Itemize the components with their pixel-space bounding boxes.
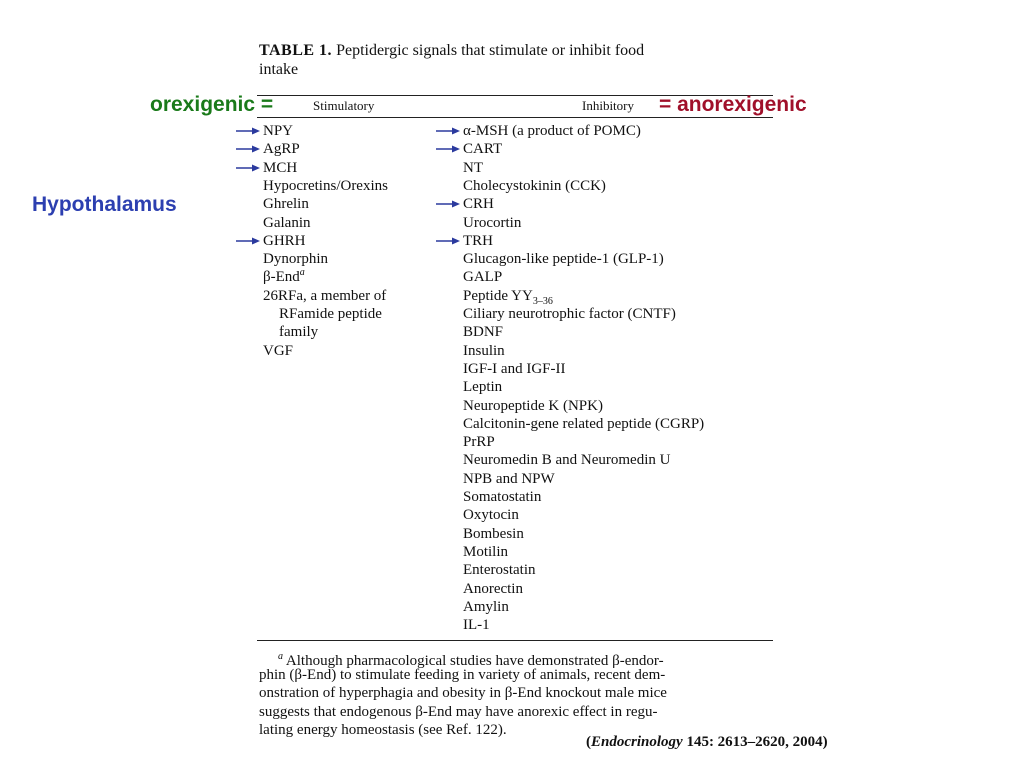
inhibitory-entry: [463, 214, 521, 232]
inhibitory-entry-text: Anorectin: [463, 580, 523, 597]
inhibitory-entry: [463, 525, 524, 543]
stimulatory-entry: [263, 232, 306, 250]
stimulatory-entry-text: NPY: [263, 123, 294, 139]
orexigenic-label: orexigenic =: [150, 93, 274, 116]
stimulatory-entry: [263, 268, 305, 286]
stimulatory-entry: [263, 122, 293, 140]
inhibitory-entry: [463, 470, 555, 488]
inhibitory-entry: [463, 268, 502, 286]
footnote-line: [259, 721, 507, 739]
stimulatory-entry: [263, 287, 386, 305]
inhibitory-entry-text: IL-1: [463, 617, 490, 634]
arrow-icon: [236, 237, 260, 245]
citation-details: 145: 2613–2620, 2004): [682, 734, 828, 750]
inhibitory-entry: [463, 616, 490, 634]
column-header-inhibitory: Inhibitory: [582, 98, 634, 113]
inhibitory-entry-text: NT: [463, 159, 483, 176]
inhibitory-entry: [463, 561, 535, 579]
inhibitory-entry-text: Oxytocin: [463, 507, 519, 524]
stimulatory-entry-text: β-End: [263, 269, 300, 286]
inhibitory-entry: [463, 140, 502, 158]
inhibitory-entry-text: Somatostatin: [463, 489, 542, 505]
inhibitory-entry: [463, 397, 603, 415]
table-label: TABLE 1.: [259, 42, 333, 59]
table-caption-line2: intake: [259, 61, 299, 78]
inhibitory-entry: [463, 598, 509, 616]
inhibitory-entry: [463, 195, 494, 213]
arrow-icon: [236, 145, 260, 153]
inhibitory-entry-text: PrRP: [463, 434, 495, 451]
inhibitory-entry-text: Neuromedin B and Neuromedin U: [463, 452, 671, 469]
inhibitory-entry-text: Insulin: [463, 342, 505, 359]
inhibitory-entry-text: CRH: [463, 196, 494, 213]
footnote-line: [259, 666, 665, 684]
anorexigenic-label: = anorexigenic: [659, 93, 807, 116]
inhibitory-entry-text: Enterostatin: [463, 562, 536, 579]
table-title: [259, 41, 644, 61]
bottom-rule: [257, 640, 773, 641]
inhibitory-entry-text: Peptide YY: [463, 287, 533, 304]
citation: [586, 733, 828, 751]
inhibitory-entry-text: GALP: [463, 269, 503, 286]
stimulatory-entry-superscript: a: [299, 267, 305, 279]
stimulatory-entry: [263, 195, 309, 213]
stimulatory-entry: [263, 140, 300, 158]
inhibitory-entry-text: Calcitonin-gene related peptide (CGRP): [463, 415, 705, 432]
stimulatory-entry-text: GHRH: [263, 232, 306, 249]
table-caption-line1: Peptidergic signals that stimulate or inhibit food: [336, 42, 645, 59]
inhibitory-entry-text: Cholecystokinin (CCK): [463, 177, 606, 194]
inhibitory-entry: [463, 451, 670, 469]
stimulatory-entry: [263, 177, 388, 195]
inhibitory-entry: [463, 415, 704, 433]
inhibitory-entry: [463, 159, 483, 177]
inhibitory-entry: [463, 232, 493, 250]
stimulatory-entry: [263, 342, 293, 360]
inhibitory-entry: [463, 287, 553, 305]
footnote-line-text: lating energy homeostasis (see Ref. 122).: [259, 721, 507, 738]
inhibitory-entry-subscript: 3–36: [532, 295, 553, 307]
stimulatory-entry-text: RFamide peptide: [279, 306, 382, 322]
inhibitory-entry: [463, 342, 505, 360]
stimulatory-entry-text: MCH: [263, 159, 298, 176]
arrow-icon: [436, 127, 460, 135]
stimulatory-entry-text: Dynorphin: [263, 251, 328, 268]
inhibitory-entry: [463, 177, 606, 195]
inhibitory-entry: [463, 378, 502, 396]
inhibitory-entry: [463, 580, 523, 598]
footnote-line: [259, 703, 657, 721]
stimulatory-entry: [263, 214, 310, 232]
stimulatory-entry-text: VGF: [263, 342, 294, 359]
inhibitory-entry: [463, 543, 508, 561]
arrow-icon: [436, 237, 460, 245]
stimulatory-entry-text: Hypocretins/Orexins: [263, 177, 388, 194]
inhibitory-entry-text: α-MSH (a product of POMC): [463, 123, 641, 139]
inhibitory-entry-text: IGF-I and IGF-II: [463, 360, 566, 377]
inhibitory-entry-text: Neuropeptide K (NPK): [463, 397, 603, 414]
stimulatory-entry-text: family: [279, 324, 319, 341]
inhibitory-entry: [463, 433, 495, 451]
stimulatory-entry: [263, 159, 297, 177]
stimulatory-entry-text: Galanin: [263, 214, 311, 231]
stimulatory-entry-text: Ghrelin: [263, 196, 309, 213]
arrow-icon: [436, 145, 460, 153]
stimulatory-entry: [279, 305, 382, 323]
inhibitory-entry-text: Bombesin: [463, 525, 524, 542]
inhibitory-entry: [463, 305, 676, 323]
footnote-line-text: onstration of hyperphagia and obesity in β-End knockout male mice: [259, 685, 667, 702]
stimulatory-entry-text: 26RFa, a member of: [263, 287, 387, 304]
footnote-marker: a: [278, 651, 283, 662]
inhibitory-entry-text: CART: [463, 141, 503, 158]
citation-journal: Endocrinology: [591, 734, 683, 750]
stimulatory-entry-text: AgRP: [263, 141, 300, 158]
inhibitory-entry-text: BDNF: [463, 324, 504, 341]
stimulatory-entry: [279, 323, 318, 341]
inhibitory-entry: [463, 506, 519, 524]
hypothalamus-label: Hypothalamus: [32, 193, 177, 216]
footnote-line-text: Although pharmacological studies have demonstrated β-endor-: [283, 653, 664, 669]
footnote-line-text: suggests that endogenous β-End may have anorexic effect in regu-: [259, 703, 658, 720]
inhibitory-entry: [463, 360, 565, 378]
header-rule: [257, 117, 773, 118]
footnote-line-text: phin (β-End) to stimulate feeding in variety of animals, recent dem-: [259, 667, 666, 684]
inhibitory-entry-text: NPB and NPW: [463, 470, 555, 487]
inhibitory-entry-text: Urocortin: [463, 214, 522, 231]
footnote-line: [259, 684, 667, 702]
inhibitory-entry-text: Glucagon-like peptide-1 (GLP-1): [463, 251, 664, 268]
arrow-icon: [436, 200, 460, 208]
inhibitory-entry: [463, 250, 664, 268]
arrow-icon: [236, 127, 260, 135]
inhibitory-entry-text: TRH: [463, 232, 493, 249]
inhibitory-entry: [463, 323, 503, 341]
stimulatory-entry: [263, 250, 328, 268]
inhibitory-entry: [463, 122, 641, 140]
arrow-icon: [236, 164, 260, 172]
inhibitory-entry-text: Motilin: [463, 543, 509, 560]
column-header-stimulatory: Stimulatory: [313, 98, 375, 113]
inhibitory-entry-text: Ciliary neurotrophic factor (CNTF): [463, 306, 676, 322]
inhibitory-entry: [463, 488, 541, 506]
citation-open: (: [586, 734, 591, 750]
inhibitory-entry-text: Amylin: [463, 598, 509, 615]
inhibitory-entry-text: Leptin: [463, 379, 503, 396]
